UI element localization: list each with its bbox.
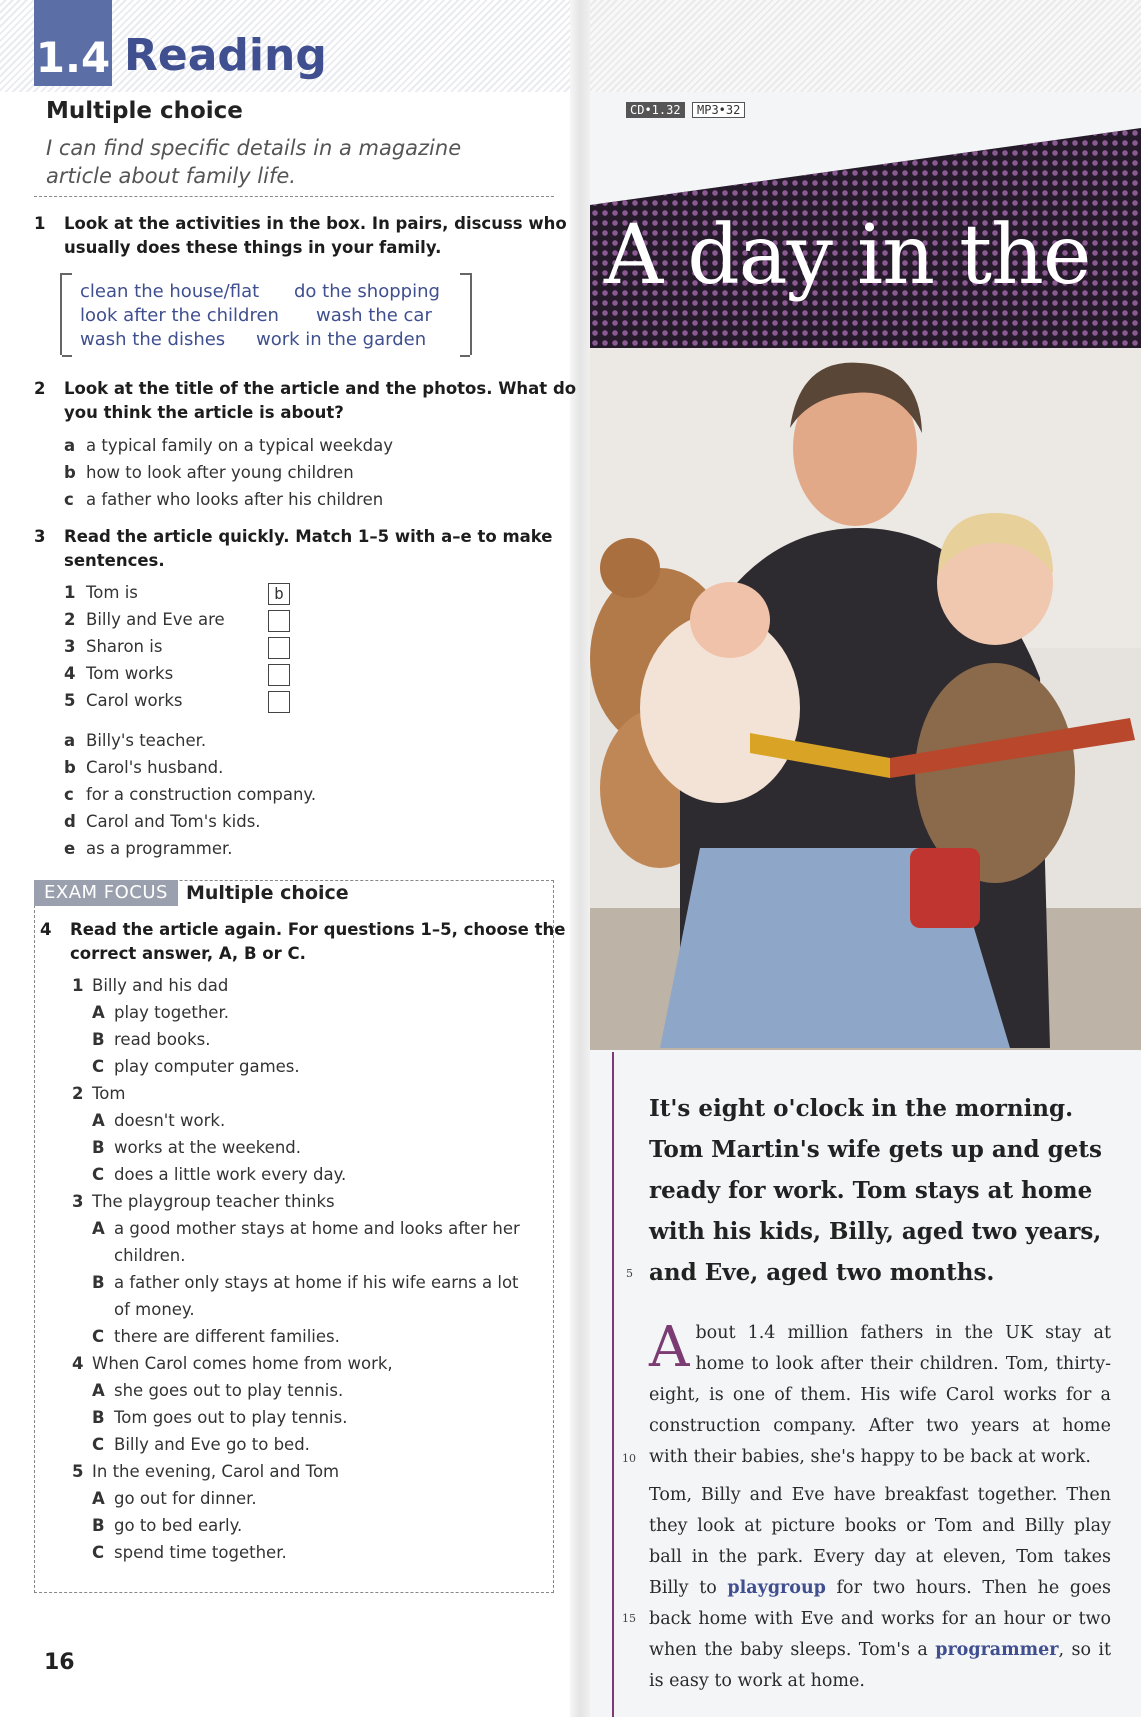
answer-box-5[interactable]	[268, 691, 290, 713]
mc-option: C does a little work every day.	[92, 1165, 347, 1184]
mc-stem-4: 4 When Carol comes home from work,	[72, 1354, 393, 1373]
question-text: Read the article quickly. Match 1–5 with a–e to make sentences.	[64, 527, 553, 570]
unit-number: 1.4	[35, 33, 111, 82]
answer-box-1[interactable]: b	[268, 583, 290, 605]
question-text: Look at the title of the article and the photos. What do you think the article is about?	[64, 379, 577, 422]
paragraph-text: bout 1.4 million fathers in the UK stay at home to look after their children. Tom, thirty-eight, is one of them. His wife Carol works for a construction company. After two years at home with their babies, she's happy to be back at work.	[649, 1323, 1111, 1467]
answer-box-2[interactable]	[268, 610, 290, 632]
vocab-item: do the shopping	[294, 281, 440, 302]
article-paragraph-1	[649, 1315, 1111, 1473]
question-number: 1	[34, 214, 46, 233]
vocab-item: wash the dishes	[80, 329, 226, 350]
unit-title: Reading	[124, 30, 327, 81]
keyword-programmer: programmer	[935, 1640, 1059, 1660]
article-paragraph-2: Tom, Billy and Eve have breakfast together. Then they look at picture books or Tom and Billy play ball in the park. Every day at eleven, Tom takes Billy to playgroup for two hours. Then he goes back home with Eve and works for an hour or two when the baby sleeps. Tom's a programmer, so it is easy to work at home.	[649, 1485, 1112, 1691]
mc-option: B read books.	[92, 1030, 211, 1049]
match-stem-2: 2 Billy and Eve are	[64, 610, 225, 629]
match-ending-b: b Carol's husband.	[64, 758, 224, 777]
mc-option: A doesn't work.	[92, 1111, 226, 1130]
header-hatch-right	[590, 0, 1141, 92]
exam-focus-title: Multiple choice	[186, 882, 349, 904]
mc-stem-5: 5 In the evening, Carol and Tom	[72, 1462, 340, 1481]
option-c: c a father who looks after his children	[64, 490, 384, 509]
vocab-item: wash the car	[316, 305, 432, 326]
match-stem-3: 3 Sharon is	[64, 637, 163, 656]
mc-option: C Billy and Eve go to bed.	[92, 1435, 310, 1454]
match-ending-d: d Carol and Tom's kids.	[64, 812, 261, 831]
line-number: 15	[622, 1612, 636, 1625]
question-text: Look at the activities in the box. In pairs, discuss who usually does these things in your family.	[64, 214, 567, 257]
lesson-header	[34, 92, 554, 197]
mc-stem-2: 2 Tom	[72, 1084, 126, 1103]
answer-box-4[interactable]	[268, 664, 290, 686]
vocabulary-box	[60, 273, 472, 355]
mc-option: C spend time together.	[92, 1543, 287, 1562]
lesson-subtitle: Multiple choice	[46, 98, 243, 124]
mc-option: B works at the weekend.	[92, 1138, 302, 1157]
match-ending-a: a Billy's teacher.	[64, 731, 207, 750]
answer-box-3[interactable]	[268, 637, 290, 659]
match-stem-5: 5 Carol works	[64, 691, 183, 710]
vocab-item: work in the garden	[256, 329, 427, 350]
cd-track-tag: CD•1.32	[626, 102, 685, 118]
unit-number-box	[34, 0, 112, 86]
exam-focus-tag: EXAM FOCUS	[34, 880, 178, 906]
match-ending-e: e as a programmer.	[64, 839, 233, 858]
question-text: Read the article again. For questions 1–5, choose the correct answer, A, B or C.	[70, 920, 566, 963]
line-number: 10	[622, 1452, 636, 1465]
match-ending-c: c for a construction company.	[64, 785, 317, 804]
question-number: 4	[40, 920, 52, 939]
mc-option-continuation: children.	[114, 1246, 186, 1265]
mc-option: B go to bed early.	[92, 1516, 243, 1535]
photo-illustration	[590, 348, 1141, 1050]
mc-option: B a father only stays at home if his wife earns a lot	[92, 1273, 519, 1292]
article-title: A day in the	[604, 208, 1091, 303]
keyword-playgroup: playgroup	[727, 1578, 826, 1598]
mc-option: C there are different families.	[92, 1327, 340, 1346]
mc-option: A she goes out to play tennis.	[92, 1381, 344, 1400]
mc-option-continuation: of money.	[114, 1300, 195, 1319]
family-photo	[590, 348, 1141, 1050]
match-stem-1: 1 Tom is	[64, 583, 138, 602]
mc-stem-3: 3 The playgroup teacher thinks	[72, 1192, 335, 1211]
option-b: b how to look after young children	[64, 463, 354, 482]
mc-option: A go out for dinner.	[92, 1489, 257, 1508]
lesson-aim: I can find specific details in a magazine article about family life.	[46, 136, 462, 188]
mc-option: B Tom goes out to play tennis.	[92, 1408, 348, 1427]
mc-stem-1: 1 Billy and his dad	[72, 976, 229, 995]
mc-option: C play computer games.	[92, 1057, 300, 1076]
question-number: 2	[34, 379, 46, 398]
mp3-track-tag: MP3•32	[692, 102, 745, 118]
line-number: 5	[626, 1267, 633, 1280]
article-lead: It's eight o'clock in the morning. Tom Martin's wife gets up and gets ready for work. Tom stays at home with his kids, Billy, aged two years, and Eve, aged two months.	[649, 1095, 1102, 1286]
option-a: a a typical family on a typical weekday	[64, 436, 393, 455]
mc-option: A play together.	[92, 1003, 229, 1022]
vocab-item: look after the children	[80, 305, 279, 326]
question-number: 3	[34, 527, 46, 546]
vocab-item: clean the house/flat	[80, 281, 260, 302]
page-number: 16	[44, 1650, 75, 1675]
match-stem-4: 4 Tom works	[64, 664, 174, 683]
drop-cap: A	[649, 1315, 690, 1380]
mc-option: A a good mother stays at home and looks after her	[92, 1219, 520, 1238]
